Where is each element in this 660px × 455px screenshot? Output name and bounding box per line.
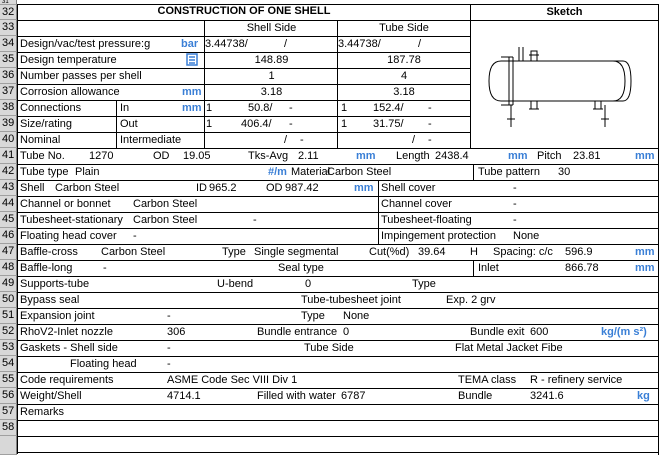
grid-line — [17, 276, 658, 277]
channel-bonnet-label: Channel or bonnet — [20, 198, 111, 210]
gaskets-shell-label: Gaskets - Shell side — [20, 342, 118, 354]
row-header[interactable]: 40 — [0, 132, 17, 148]
row-header[interactable]: 32 — [0, 5, 17, 20]
row-header[interactable]: 58 — [0, 420, 17, 436]
tks-avg-value[interactable]: 2.11 — [298, 150, 319, 162]
rhov2-inlet-value[interactable]: 306 — [167, 326, 186, 338]
unit-label[interactable]: bar — [181, 38, 199, 50]
sketch-title: Sketch — [546, 6, 583, 18]
unit-label[interactable]: mm — [354, 182, 374, 194]
row-header[interactable]: 44 — [0, 196, 17, 212]
row-header[interactable]: 55 — [0, 372, 17, 388]
tube-no-label: Tube No. — [20, 150, 65, 162]
tube-od-value[interactable]: 19.05 — [183, 150, 211, 162]
supports-type-label: Type — [412, 278, 436, 290]
shell-in-count[interactable]: 1 — [206, 102, 213, 114]
gaskets-tube-label: Tube Side — [304, 342, 354, 354]
row-header[interactable]: 45 — [0, 212, 17, 228]
baffle-long-value[interactable]: - — [103, 262, 107, 274]
shell-out-rating[interactable]: - — [289, 118, 293, 130]
row-header[interactable]: 35 — [0, 52, 17, 68]
shell-out-size[interactable]: 406.4/ — [241, 118, 272, 130]
tube-intermediate-size[interactable]: / — [412, 134, 416, 146]
floating-head-cover-value[interactable]: - — [133, 230, 137, 242]
temperature-unit-icon[interactable] — [185, 52, 199, 72]
gaskets-shell-value[interactable]: - — [167, 342, 171, 354]
row-header[interactable]: 47 — [0, 244, 17, 260]
unit-label[interactable]: kg — [637, 390, 650, 402]
tema-class-value[interactable]: R - refinery service — [530, 374, 623, 386]
row-header[interactable]: 33 — [0, 20, 17, 36]
tube-pressure-sep: / — [418, 38, 422, 50]
filled-with-water-label: Filled with water — [257, 390, 336, 402]
grid-line — [17, 308, 658, 309]
row-header[interactable]: 50 — [0, 292, 17, 308]
row-header[interactable]: 38 — [0, 100, 17, 116]
tube-out-rating[interactable]: - — [428, 118, 432, 130]
shell-cover-label: Shell cover — [381, 182, 436, 194]
tubesheet-stationary-value[interactable]: Carbon Steel — [133, 214, 198, 226]
shell-intermediate-size[interactable]: / — [284, 134, 288, 146]
row-header[interactable]: 56 — [0, 388, 17, 404]
shell-id-value[interactable]: 965.2 — [209, 182, 237, 194]
size-rating-label: Size/rating — [20, 118, 72, 130]
bundle-weight-label: Bundle — [458, 390, 493, 402]
tubesheet-stationary-label: Tubesheet-stationary — [20, 214, 123, 226]
baffle-spacing-value[interactable]: 596.9 — [565, 246, 593, 258]
row-header[interactable]: 46 — [0, 228, 17, 244]
gaskets-floating-head-label: Floating head — [70, 358, 137, 370]
row-header[interactable]: 37 — [0, 84, 17, 100]
bundle-exit-label: Bundle exit — [470, 326, 525, 338]
channel-cover-label: Channel cover — [381, 198, 452, 210]
tema-class-label: TEMA class — [458, 374, 517, 386]
filled-with-water-value[interactable]: 6787 — [341, 390, 366, 402]
weight-shell-value[interactable]: 4714.1 — [167, 390, 201, 402]
unit-label[interactable]: mm — [182, 102, 202, 114]
baffle-cross-label: Baffle-cross — [20, 246, 78, 258]
shell-label: Shell — [20, 182, 45, 194]
floating-head-cover-label: Floating head cover — [20, 230, 117, 242]
bundle-entrance-label: Bundle entrance — [257, 326, 338, 338]
u-bend-value[interactable]: 0 — [305, 278, 312, 290]
tube-material-value[interactable]: Carbon Steel — [327, 166, 392, 178]
shell-out-count[interactable]: 1 — [206, 118, 213, 130]
tube-type-value[interactable]: Plain — [75, 166, 100, 178]
impingement-label: Impingement protection — [381, 230, 496, 242]
expansion-type-label: Type — [301, 310, 325, 322]
row-header[interactable]: 39 — [0, 116, 17, 132]
unit-label[interactable]: mm — [508, 150, 528, 162]
grid-line — [17, 436, 658, 437]
tube-passes-value[interactable]: 4 — [400, 70, 408, 82]
code-requirements-value[interactable]: ASME Code Sec VIII Div 1 — [167, 374, 298, 386]
row-header[interactable]: 34 — [0, 36, 17, 52]
row-header[interactable]: 41 — [0, 148, 17, 164]
shell-corrosion-value[interactable]: 3.18 — [260, 86, 283, 98]
connection-in-label: In — [120, 102, 130, 114]
tube-od-label: OD — [153, 150, 170, 162]
row-header[interactable]: 53 — [0, 340, 17, 356]
grid-line — [658, 4, 659, 400]
unit-label[interactable]: kg/(m s²) — [601, 326, 647, 338]
grid-line — [473, 164, 474, 180]
exchanger-sketch — [471, 21, 658, 148]
bundle-entrance-value[interactable]: 0 — [343, 326, 350, 338]
connection-intermediate-label: Intermediate — [120, 134, 182, 146]
shell-od-value[interactable]: 987.42 — [285, 182, 319, 194]
grid-line — [17, 132, 470, 133]
row-header[interactable]: 31 — [0, 0, 17, 5]
tube-pattern-value[interactable]: 30 — [558, 166, 571, 178]
seal-type-label: Seal type — [278, 262, 324, 274]
grid-line — [473, 260, 474, 276]
shell-temperature-value[interactable]: 148.89 — [254, 54, 289, 66]
tube-pattern-label: Tube pattern — [478, 166, 540, 178]
expansion-joint-value[interactable]: - — [167, 310, 171, 322]
row-header[interactable]: 52 — [0, 324, 17, 340]
tube-tubesheet-joint-label: Tube-tubesheet joint — [301, 294, 401, 306]
tube-in-rating[interactable]: - — [428, 102, 432, 114]
row-header-filler — [0, 436, 17, 455]
expansion-type-value[interactable]: None — [343, 310, 370, 322]
tube-corrosion-value[interactable]: 3.18 — [393, 86, 415, 98]
tube-tubesheet-joint-value[interactable]: Exp. 2 grv — [446, 294, 496, 306]
shell-id-label: ID — [196, 182, 207, 194]
shell-material-value[interactable]: Carbon Steel — [55, 182, 120, 194]
row-header[interactable]: 48 — [0, 260, 17, 276]
impingement-value[interactable]: None — [513, 230, 540, 242]
grid-line — [116, 100, 117, 148]
baffle-type-value[interactable]: Single segmental — [254, 246, 339, 258]
tubesheet-floating-value[interactable]: - — [513, 214, 517, 226]
grid-line — [17, 324, 658, 325]
bypass-seal-label: Bypass seal — [20, 294, 80, 306]
baffle-cross-value[interactable]: Carbon Steel — [101, 246, 166, 258]
weight-shell-label: Weight/Shell — [20, 390, 82, 402]
shell-in-size[interactable]: 50.8/ — [248, 102, 273, 114]
gaskets-tube-value[interactable]: Flat Metal Jacket Fibe — [455, 342, 563, 354]
design-temperature-label: Design temperature — [20, 54, 117, 66]
tube-out-count[interactable]: 1 — [341, 118, 348, 130]
u-bend-label: U-bend — [217, 278, 254, 290]
design-pressure-label: Design/vac/test pressure:g — [20, 38, 151, 50]
baffle-spacing-label: Spacing: c/c — [493, 246, 553, 258]
grid-line — [658, 400, 659, 455]
shell-pressure-sep: / — [284, 38, 288, 50]
baffle-long-label: Baffle-long — [20, 262, 73, 274]
inlet-label: Inlet — [478, 262, 499, 274]
shell-side-header: Shell Side — [246, 22, 297, 34]
shell-in-rating[interactable]: - — [289, 102, 293, 114]
channel-cover-value[interactable]: - — [513, 198, 517, 210]
row-header[interactable]: 51 — [0, 308, 17, 324]
grid-line — [17, 452, 658, 453]
baffle-cut-label: Cut(%d) — [369, 246, 410, 258]
passes-label: Number passes per shell — [20, 70, 142, 82]
shell-pressure-value[interactable]: 3.44738/ — [205, 38, 248, 50]
tubesheet-stationary-extra[interactable]: - — [253, 214, 257, 226]
rhov2-inlet-label: RhoV2-Inlet nozzle — [20, 326, 113, 338]
tube-no-value[interactable]: 1270 — [89, 150, 114, 162]
shell-cover-value[interactable]: - — [513, 182, 517, 194]
tube-type-label: Tube type — [20, 166, 69, 178]
tube-out-size[interactable]: 31.75/ — [373, 118, 404, 130]
remarks-label: Remarks — [20, 406, 65, 418]
tube-pitch-value[interactable]: 23.81 — [573, 150, 601, 162]
row-header[interactable]: 43 — [0, 180, 17, 196]
row-header[interactable]: 36 — [0, 68, 17, 84]
inlet-value[interactable]: 866.78 — [565, 262, 599, 274]
row-header[interactable]: 57 — [0, 404, 17, 420]
baffle-cut-value[interactable]: 39.64 — [418, 246, 446, 258]
unit-label[interactable]: mm — [356, 150, 376, 162]
tube-side-header: Tube Side — [379, 22, 429, 34]
tube-in-count[interactable]: 1 — [341, 102, 348, 114]
tube-material-label: Material — [291, 166, 331, 178]
grid-line — [17, 260, 658, 261]
grid-line — [17, 196, 658, 197]
channel-bonnet-value[interactable]: Carbon Steel — [133, 198, 198, 210]
bundle-weight-value[interactable]: 3241.6 — [530, 390, 564, 402]
connection-out-label: Out — [120, 118, 138, 130]
bundle-exit-value[interactable]: 600 — [530, 326, 549, 338]
tube-temperature-value[interactable]: 187.78 — [387, 54, 421, 66]
code-requirements-label: Code requirements — [20, 374, 114, 386]
exchanger-sketch-drawing — [471, 21, 658, 148]
unit-label[interactable]: mm — [635, 246, 655, 258]
gaskets-floating-head-value[interactable]: - — [167, 358, 171, 370]
tube-pressure-value[interactable]: 3.44738/ — [338, 38, 381, 50]
tube-in-size[interactable]: 152.4/ — [373, 102, 404, 114]
baffle-cut-orientation[interactable]: H — [470, 246, 478, 258]
tube-length-value[interactable]: 2438.4 — [435, 150, 469, 162]
tube-pitch-label: Pitch — [537, 150, 562, 162]
grid-line — [17, 420, 658, 421]
nominal-label: Nominal — [20, 134, 61, 146]
shell-od-label: OD — [266, 182, 283, 194]
unit-label[interactable]: mm — [182, 86, 202, 98]
unit-label[interactable]: #/m — [268, 166, 287, 178]
shell-passes-value[interactable]: 1 — [268, 70, 275, 82]
tubesheet-floating-label: Tubesheet-floating — [381, 214, 472, 226]
row-header[interactable]: 42 — [0, 164, 17, 180]
grid-line — [17, 404, 658, 405]
grid-line — [17, 4, 18, 454]
connections-label: Connections — [20, 102, 82, 114]
section-title: CONSTRUCTION OF ONE SHELL — [157, 5, 331, 17]
tks-avg-label: Tks-Avg — [248, 150, 289, 162]
corrosion-label: Corrosion allowance — [20, 86, 120, 98]
expansion-joint-label: Expansion joint — [20, 310, 95, 322]
row-header[interactable]: 49 — [0, 276, 17, 292]
unit-label[interactable]: mm — [635, 262, 655, 274]
tube-length-label: Length — [396, 150, 430, 162]
tube-intermediate-rating[interactable]: - — [428, 134, 432, 146]
baffle-type-label: Type — [222, 246, 246, 258]
unit-label[interactable]: mm — [635, 150, 655, 162]
shell-intermediate-rating[interactable]: - — [300, 134, 304, 146]
row-header[interactable]: 54 — [0, 356, 17, 372]
supports-tube-label: Supports-tube — [20, 278, 90, 290]
